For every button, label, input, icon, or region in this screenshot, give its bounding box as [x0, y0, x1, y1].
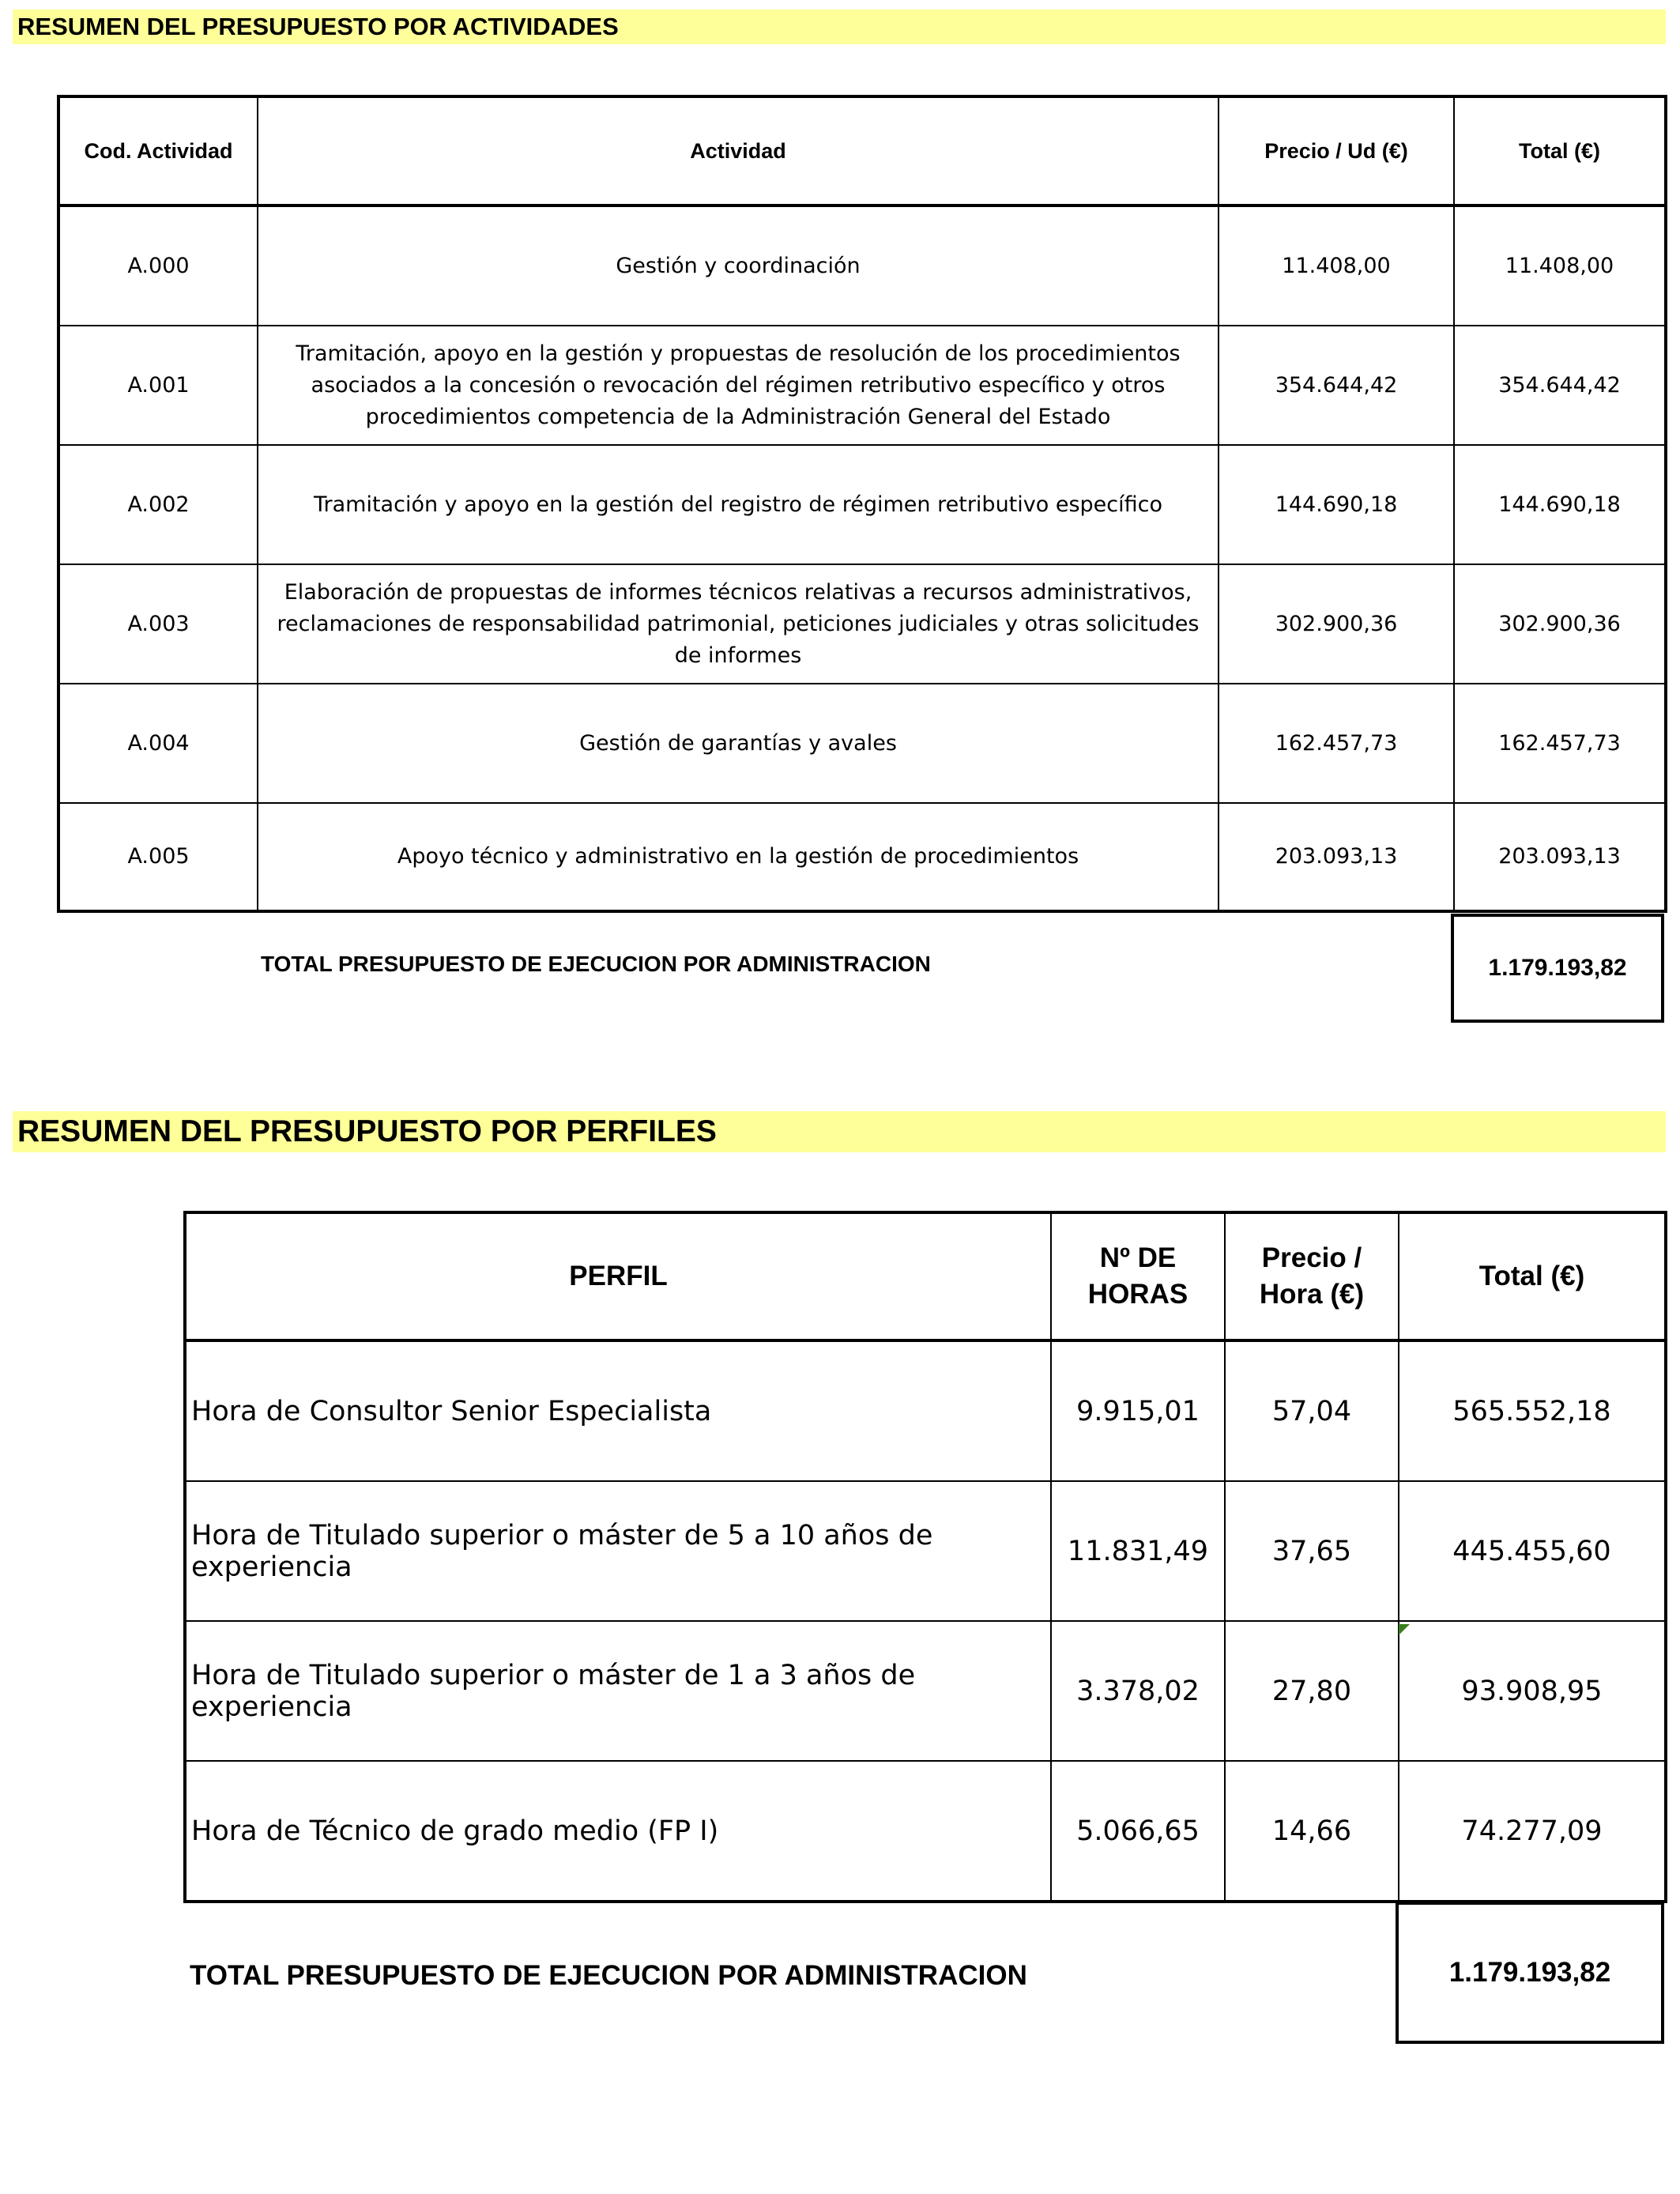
table-row	[185, 1340, 1666, 1481]
activity-description: Gestión de garantías y avales	[258, 684, 1219, 803]
activity-code: A.003	[58, 564, 258, 684]
total-value-actividades: 1.179.193,82	[1451, 914, 1664, 1023]
activity-description: Apoyo técnico y administrativo en la gestión de procedimientos	[258, 803, 1219, 911]
activity-total: 162.457,73	[1454, 684, 1666, 803]
activity-total: 354.644,42	[1454, 326, 1666, 445]
activity-total: 203.093,13	[1454, 803, 1666, 911]
activity-code: A.002	[58, 445, 258, 564]
column-header-activity: Actividad	[258, 96, 1219, 205]
activity-code: A.001	[58, 326, 258, 445]
table-row	[58, 564, 1666, 684]
table-row	[58, 803, 1666, 911]
table-row	[58, 445, 1666, 564]
profile-price: 14,66	[1225, 1761, 1399, 1902]
activity-price: 302.900,36	[1219, 564, 1454, 684]
profile-name: Hora de Titulado superior o máster de 1 a 3 años de experiencia	[185, 1621, 1051, 1761]
cell-comment-marker	[1399, 1624, 1410, 1635]
column-header-code: Cod. Actividad	[58, 96, 258, 205]
column-header-hours: Nº DE HORAS	[1051, 1212, 1225, 1340]
total-label-actividades: TOTAL PRESUPUESTO DE EJECUCION POR ADMINISTRACION	[261, 952, 931, 976]
profile-total: 565.552,18	[1399, 1340, 1666, 1481]
profile-price: 37,65	[1225, 1481, 1399, 1621]
profiles-budget-table	[183, 1211, 1667, 1903]
activity-total: 144.690,18	[1454, 445, 1666, 564]
activity-code: A.004	[58, 684, 258, 803]
table-row	[185, 1621, 1666, 1761]
total-label-perfiles: TOTAL PRESUPUESTO DE EJECUCION POR ADMINISTRACION	[190, 1960, 1027, 1991]
table-row	[185, 1761, 1666, 1902]
activity-total: 11.408,00	[1454, 205, 1666, 326]
activity-code: A.000	[58, 205, 258, 326]
column-header-price-hour: Precio / Hora (€)	[1225, 1212, 1399, 1340]
table-row	[58, 326, 1666, 445]
profile-total: 93.908,95	[1399, 1621, 1666, 1761]
section-title-actividades: RESUMEN DEL PRESUPUESTO POR ACTIVIDADES	[13, 9, 1666, 44]
section-title-perfiles: RESUMEN DEL PRESUPUESTO POR PERFILES	[13, 1111, 1666, 1152]
activities-budget-table	[57, 95, 1667, 913]
profile-hours: 5.066,65	[1051, 1761, 1225, 1902]
activity-code: A.005	[58, 803, 258, 911]
activity-price: 11.408,00	[1219, 205, 1454, 326]
profile-hours: 11.831,49	[1051, 1481, 1225, 1621]
profile-price: 27,80	[1225, 1621, 1399, 1761]
activity-description: Elaboración de propuestas de informes técnicos relativas a recursos administrativos, reclamaciones de responsabilidad patrimonial, peticiones judiciales y otras solicitudes de informes	[258, 564, 1219, 684]
column-header-total: Total (€)	[1399, 1212, 1666, 1340]
activity-description: Tramitación y apoyo en la gestión del registro de régimen retributivo específico	[258, 445, 1219, 564]
table-row	[185, 1481, 1666, 1621]
table-row	[58, 205, 1666, 326]
profile-name: Hora de Consultor Senior Especialista	[185, 1340, 1051, 1481]
table-row	[58, 684, 1666, 803]
profile-name: Hora de Técnico de grado medio (FP I)	[185, 1761, 1051, 1902]
activity-description: Tramitación, apoyo en la gestión y propuestas de resolución de los procedimientos asociados a la concesión o revocación del régimen retributivo específico y otros procedimientos competencia de la Administración General del Estado	[258, 326, 1219, 445]
profile-price: 57,04	[1225, 1340, 1399, 1481]
activity-total: 302.900,36	[1454, 564, 1666, 684]
column-header-total: Total (€)	[1454, 96, 1666, 205]
profile-hours: 3.378,02	[1051, 1621, 1225, 1761]
table-header-row	[185, 1212, 1666, 1340]
activity-price: 354.644,42	[1219, 326, 1454, 445]
column-header-price: Precio / Ud (€)	[1219, 96, 1454, 205]
total-value-perfiles: 1.179.193,82	[1396, 1902, 1664, 2044]
profile-total: 445.455,60	[1399, 1481, 1666, 1621]
activity-price: 144.690,18	[1219, 445, 1454, 564]
profile-hours: 9.915,01	[1051, 1340, 1225, 1481]
activity-price: 203.093,13	[1219, 803, 1454, 911]
profile-name: Hora de Titulado superior o máster de 5 a 10 años de experiencia	[185, 1481, 1051, 1621]
column-header-profile: PERFIL	[185, 1212, 1051, 1340]
table-header-row	[58, 96, 1666, 205]
activity-price: 162.457,73	[1219, 684, 1454, 803]
activity-description: Gestión y coordinación	[258, 205, 1219, 326]
profile-total: 74.277,09	[1399, 1761, 1666, 1902]
